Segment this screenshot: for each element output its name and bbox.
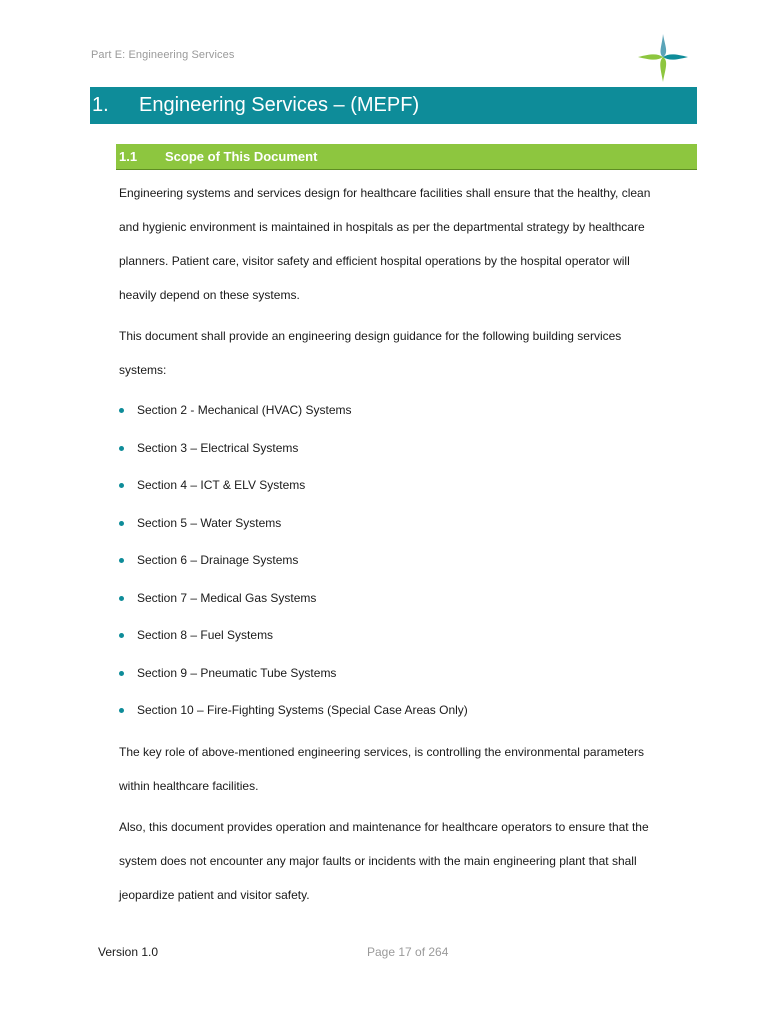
bullet-icon [119,521,124,526]
paragraph-line: and hygienic environment is maintained in hospitals as per the departmental strategy by healthcare [119,220,645,234]
list-item-text: Section 10 – Fire-Fighting Systems (Special Case Areas Only) [137,703,468,717]
bullet-icon [119,558,124,563]
paragraph-line: The key role of above-mentioned engineering services, is controlling the environmental parameters [119,745,644,759]
list-item [119,511,468,549]
list-item [119,473,468,511]
subsection-number: 1.1 [119,149,138,164]
maintenance-paragraph [119,810,704,912]
intro-paragraph [119,176,704,312]
guidance-paragraph [119,319,704,387]
paragraph-line: systems: [119,363,167,377]
bullet-icon [119,671,124,676]
bullet-icon [119,633,124,638]
subsection-heading [116,144,697,170]
running-header: Part E: Engineering Services [91,49,235,61]
list-item-text: Section 2 - Mechanical (HVAC) Systems [137,403,352,417]
list-item-text: Section 7 – Medical Gas Systems [137,590,317,605]
list-item [119,398,468,436]
paragraph-line: This document shall provide an engineering design guidance for the following building services [119,329,622,343]
paragraph-line: within healthcare facilities. [119,779,259,793]
list-item [119,623,468,661]
bullet-icon [119,483,124,488]
paragraph-line: planners. Patient care, visitor safety and efficient hospital operations by the hospital operator will [119,254,630,268]
bullet-icon [119,596,124,601]
list-item [119,436,468,474]
paragraph-line: jeopardize patient and visitor safety. [119,888,310,902]
list-item-text: Section 9 – Pneumatic Tube Systems [137,665,337,680]
list-item-text: Section 8 – Fuel Systems [137,628,274,642]
list-item-text: Section 6 – Drainage Systems [137,553,299,567]
list-item [119,586,468,624]
subsection-title: Scope of This Document [165,149,318,164]
list-item [119,698,468,736]
section-heading [90,87,697,124]
paragraph-line: Engineering systems and services design for healthcare facilities shall ensure that the healthy, clean [119,186,651,200]
paragraph-line: heavily depend on these systems. [119,288,300,302]
list-item [119,661,468,699]
section-title: Engineering Services – (MEPF) [139,94,420,116]
list-item-text: Section 5 – Water Systems [137,515,282,530]
list-item-text: Section 3 – Electrical Systems [137,440,299,455]
systems-list [119,398,468,736]
footer-version: Version 1.0 [98,945,159,959]
bullet-icon [119,408,124,413]
list-item [119,548,468,586]
footer-page-number: Page 17 of 264 [367,945,449,959]
four-point-star-logo-icon [636,32,690,82]
paragraph-line: Also, this document provides operation and maintenance for healthcare operators to ensure that the [119,820,649,834]
bullet-icon [119,708,124,713]
list-item-text: Section 4 – ICT & ELV Systems [137,478,306,492]
key-role-paragraph [119,735,704,803]
section-number: 1. [92,94,109,116]
paragraph-line: system does not encounter any major faults or incidents with the main engineering plant that shall [119,854,637,868]
bullet-icon [119,446,124,451]
